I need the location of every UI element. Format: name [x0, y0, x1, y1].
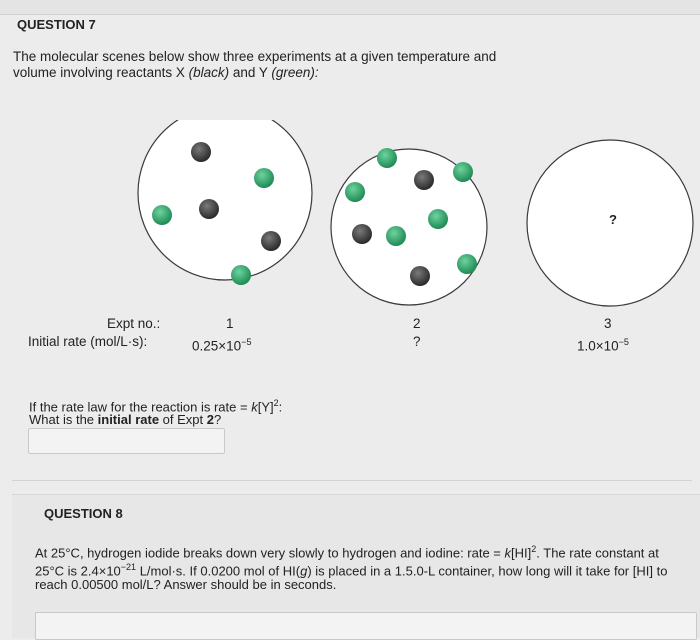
- question-7-title: QUESTION 7: [17, 17, 96, 32]
- scene-2-molecule-x: [414, 170, 434, 190]
- section-divider: [12, 480, 692, 481]
- question-8-line2: 25°C is $2.4\times 10^{-21}$ L/mol·s. If 0.0200 mol of HI(g) is placed in a 1.5.0-L container, how long will it take for [HI] to: [35, 562, 668, 579]
- question-7-answer-input[interactable]: [28, 428, 225, 454]
- scene-1-molecule-x: [191, 142, 211, 162]
- question-7-intro-line2: volume involving reactants X (black) and Y (green):: [13, 65, 319, 80]
- scene-1-molecule-y: [231, 265, 251, 285]
- scene-2-molecule-y: [453, 162, 473, 182]
- scene-2-molecule-y: [428, 209, 448, 229]
- scene-1-molecule-x: [199, 199, 219, 219]
- scene-2-molecule-y: [457, 254, 477, 274]
- question-8-line3: reach 0.00500 mol/L? Answer should be in seconds.: [35, 577, 337, 592]
- question-7-intro-line1: The molecular scenes below show three experiments at a given temperature and: [13, 49, 497, 64]
- question-7-prompt: What is the initial rate of Expt 2?: [29, 412, 222, 427]
- rate-law-line: If the rate law for the reaction is rate = $k[Y]^2$:: [29, 398, 283, 415]
- expt-2-rate: ?: [413, 334, 421, 349]
- scene-1-molecule-x: [261, 231, 281, 251]
- scene-1-molecule-y: [152, 205, 172, 225]
- expt-1-rate: $0.25\times 10^{-5}$: [192, 337, 252, 354]
- scene-2-molecule-y: [386, 226, 406, 246]
- scene-2-molecule-y: [345, 182, 365, 202]
- scene-2-molecule-x: [352, 224, 372, 244]
- expt-1-number: 1: [226, 316, 234, 331]
- top-bar: [0, 0, 700, 15]
- scene-1-molecule-y: [254, 168, 274, 188]
- question-8-title: QUESTION 8: [44, 506, 123, 521]
- scene-3-unknown-mark: ?: [609, 212, 617, 227]
- scene-2-molecule-x: [410, 266, 430, 286]
- expt-number-label: Expt no.:: [107, 316, 161, 331]
- expt-3-number: 3: [604, 316, 612, 331]
- question-8-answer-input[interactable]: [35, 612, 697, 640]
- expt-3-rate: $1.0\times 10^{-5}$: [577, 337, 629, 354]
- scene-2-molecule-y: [377, 148, 397, 168]
- molecular-scenes: [0, 120, 700, 440]
- scene-1-circle: [138, 120, 312, 280]
- expt-2-number: 2: [413, 316, 421, 331]
- question-8-line1: At 25°C, hydrogen iodide breaks down very slowly to hydrogen and iodine: rate = k[HI]$^2$. The rate constant at: [35, 544, 659, 561]
- initial-rate-label: Initial rate (mol/L·s):: [28, 334, 148, 349]
